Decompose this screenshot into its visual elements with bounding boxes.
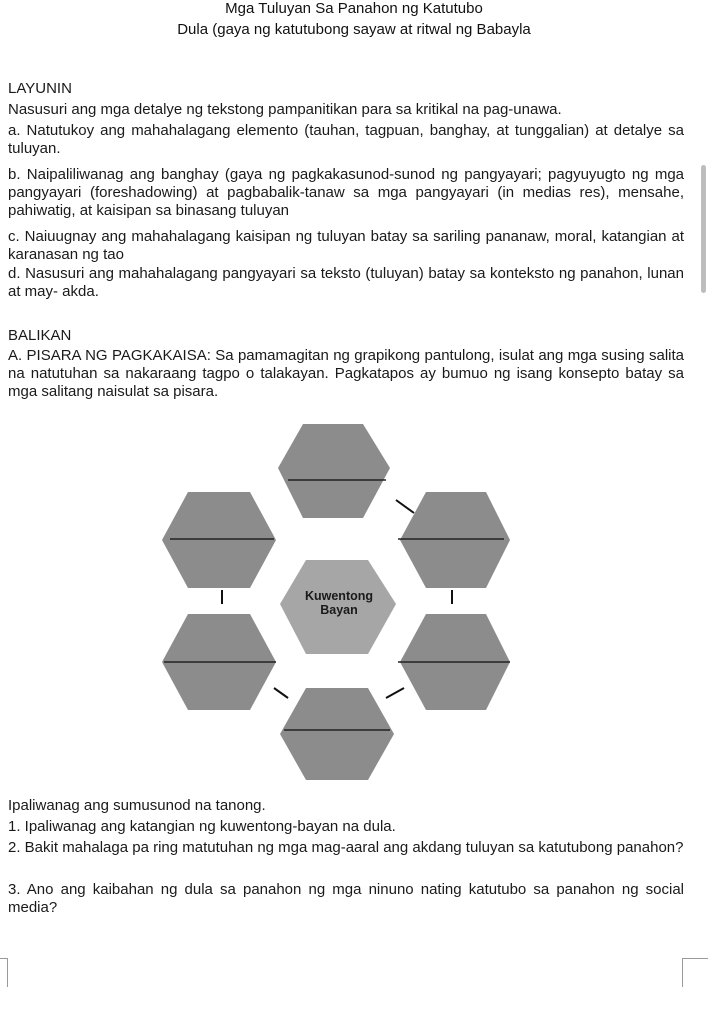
hexagon-center: [280, 560, 396, 654]
hexagon-upper-left[interactable]: [162, 492, 276, 588]
center-label-line2: Bayan: [320, 603, 358, 617]
layunin-item-c: c. Naiuugnay ang mahahalagang kaisipan ng tuluyan batay sa sariling pananaw, moral, katangian at karanasan ng tao: [8, 228, 684, 264]
scrollbar-thumb[interactable]: [701, 165, 706, 293]
hexagon-lower-right[interactable]: [398, 614, 510, 710]
page-corner-right: [682, 958, 708, 987]
document-subtitle: Dula (gaya ng katutubong sayaw at ritwal ng Babayla: [177, 21, 531, 38]
hexagon-graphic-organizer: [158, 418, 516, 790]
document-title: Mga Tuluyan Sa Panahon ng Katutubo: [225, 0, 483, 17]
hexagon-bottom[interactable]: [280, 688, 394, 780]
layunin-item-a: a. Natutukoy ang mahahalagang elemento (tauhan, tagpuan, banghay, at tunggalian) at detalye sa tuluyan.: [8, 122, 684, 158]
question-3: 3. Ano ang kaibahan ng dula sa panahon ng mga ninuno nating katutubo sa panahon ng social media?: [8, 881, 684, 917]
hexagon-lower-left[interactable]: [162, 614, 276, 710]
center-label-line1: Kuwentong: [304, 589, 374, 603]
question-2: 2. Bakit mahalaga pa ring matutuhan ng mga mag-aaral ang akdang tuluyan sa katutubong panahon?: [8, 839, 684, 856]
layunin-intro: Nasusuri ang mga detalye ng tekstong pampanitikan para sa kritikal na pag-unawa.: [8, 101, 562, 118]
page-corner-left: [0, 958, 8, 987]
hexagon-upper-right[interactable]: [398, 492, 510, 588]
layunin-heading: LAYUNIN: [8, 80, 72, 97]
hexagon-diagram-svg: [158, 418, 516, 790]
balikan-activity: A. PISARA NG PAGKAKAISA: Sa pamamagitan ng grapikong pantulong, isulat ang mga susing salita na natutuhan sa nakaraang tagpo o talakayan. Pagkatapos ay bumuo ng isang konsepto batay sa mga salitang naisulat sa pisara.: [8, 347, 684, 401]
connector-top-right: [396, 500, 414, 513]
balikan-heading: BALIKAN: [8, 327, 72, 344]
layunin-item-b: b. Naipaliliwanag ang banghay (gaya ng pagkakasunod-sunod ng pangyayari; pagyuyugto ng mga pangyayari (foreshadowing) at pagbabalik-tanaw sa mga pangyayari (in medias res), mensahe, pahiwatig, at kaisipan sa binasang tuluyan: [8, 166, 684, 220]
connector-bottom-right: [386, 688, 404, 698]
hexagon-top[interactable]: [278, 424, 390, 518]
question-1: 1. Ipaliwanag ang katangian ng kuwentong-bayan na dula.: [8, 818, 396, 835]
questions-intro: Ipaliwanag ang sumusunod na tanong.: [8, 797, 266, 814]
connector-bottom-left: [274, 688, 288, 698]
layunin-item-d: d. Nasusuri ang mahahalagang pangyayari sa teksto (tuluyan) batay sa konteksto ng panahon, lunan at may- akda.: [8, 265, 684, 301]
